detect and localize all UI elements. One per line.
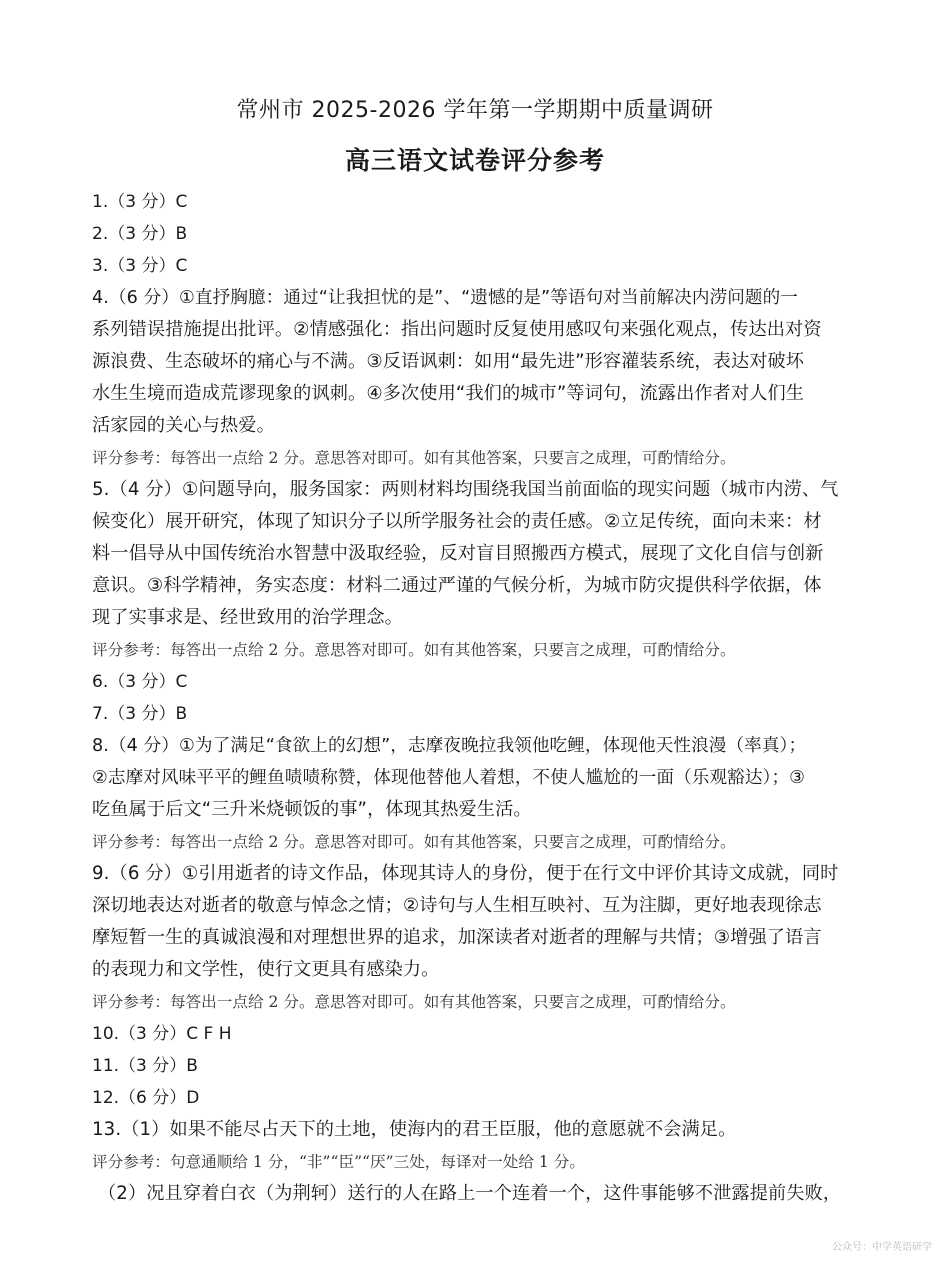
answer-line-q8: 8.（4 分）①为了满足“食欲上的幻想”，志摩夜晚拉我领他吃鲤，体现他天性浪漫（率真）； [92, 736, 807, 756]
answer-line-q10: 10.（3 分）C F H [92, 1024, 232, 1044]
scoring-note: 评分参考：句意通顺给 1 分，“非”“臣”“厌”三处，每译对一处给 1 分。 [92, 1153, 585, 1171]
answer-line-q12: 12.（6 分）D [92, 1088, 200, 1108]
answer-line-q9-cont: 深切地表达对逝者的敬意与悼念之情；②诗句与人生相互映衬、互为注脚，更好地表现徐志 [92, 895, 822, 916]
answer-line-q3: 3.（3 分）C [92, 256, 188, 276]
scoring-note: 评分参考：每答出一点给 2 分。意思答对即可。如有其他答案，只要言之成理，可酌情给分。 [92, 833, 736, 851]
scoring-note: 评分参考：每答出一点给 2 分。意思答对即可。如有其他答案，只要言之成理，可酌情给分。 [92, 641, 736, 659]
answer-line-q4-cont: 系列错误措施提出批评。②情感强化：指出问题时反复使用感叹句来强化观点，传达出对资 [92, 319, 822, 340]
answer-line-q4: 4.（6 分）①直抒胸臆：通过“让我担忧的是”、“遗憾的是”等语句对当前解决内涝问题的一 [92, 288, 798, 308]
answer-line-q8-cont: ②志摩对风味平平的鲤鱼啧啧称赞，体现他替他人着想，不使人尴尬的一面（乐观豁达）；③ [92, 768, 806, 788]
answer-line-q5-cont: 料一倡导从中国传统治水智慧中汲取经验，反对盲目照搬西方模式，展现了文化自信与创新 [92, 543, 824, 564]
answer-line-q4-cont: 活家园的关心与热爱。 [92, 415, 275, 436]
answer-line-q5: 5.（4 分）①问题导向，服务国家：两则材料均围绕我国当前面临的现实问题（城市内涝、气 [92, 479, 839, 500]
answer-line-q9-cont: 摩短暂一生的真诚浪漫和对理想世界的追求，加深读者对逝者的理解与共情；③增强了语言 [92, 927, 822, 948]
answer-line-q5-cont: 候变化）展开研究，体现了知识分子以所学服务社会的责任感。②立足传统，面向未来：材 [92, 511, 822, 532]
answer-line-q13-1: 13.（1）如果不能尽占天下的土地，使海内的君王臣服，他的意愿就不会满足。 [92, 1119, 737, 1140]
document-title: 常州市 2025-2026 学年第一学期期中质量调研 [236, 98, 714, 123]
answer-line-q2: 2.（3 分）B [92, 224, 188, 244]
answer-line-q9-cont: 的表现力和文学性，使行文更具有感染力。 [92, 959, 440, 980]
answer-line-q4-cont: 水生生境而造成荒谬现象的讽刺。④多次使用“我们的城市”等词句，流露出作者对人们生 [92, 383, 805, 404]
answer-content [92, 186, 862, 1210]
answer-line-q1: 1.（3 分）C [92, 192, 188, 212]
scoring-note: 评分参考：每答出一点给 2 分。意思答对即可。如有其他答案，只要言之成理，可酌情给分。 [92, 449, 736, 467]
answer-line-q7: 7.（3 分）B [92, 704, 188, 724]
answer-line-q11: 11.（3 分）B [92, 1056, 198, 1076]
watermark: 公众号：中学英语研学 [832, 1242, 932, 1253]
answer-line-q13-2: （2）况且穿着白衣（为荆轲）送行的人在路上一个连着一个，这件事能够不泄露提前失败， [98, 1183, 842, 1204]
scoring-note: 评分参考：每答出一点给 2 分。意思答对即可。如有其他答案，只要言之成理，可酌情给分。 [92, 993, 736, 1011]
answer-line-q8-cont: 吃鱼属于后文“三升米烧顿饭的事”，体现其热爱生活。 [92, 799, 532, 820]
answer-line-q9: 9.（6 分）①引用逝者的诗文作品，体现其诗人的身份，便于在行文中评价其诗文成就，同时 [92, 863, 839, 884]
answer-line-q5-cont: 意识。③科学精神，务实态度：材料二通过严谨的气候分析，为城市防灾提供科学依据，体 [92, 575, 822, 596]
answer-line-q4-cont: 源浪费、生态破坏的痛心与不满。③反语讽刺：如用“最先进”形容灌装系统，表达对破坏 [92, 351, 805, 372]
answer-line-q6: 6.（3 分）C [92, 672, 188, 692]
document-subtitle: 高三语文试卷评分参考 [344, 146, 605, 175]
answer-line-q5-cont: 现了实事求是、经世致用的治学理念。 [92, 607, 403, 628]
